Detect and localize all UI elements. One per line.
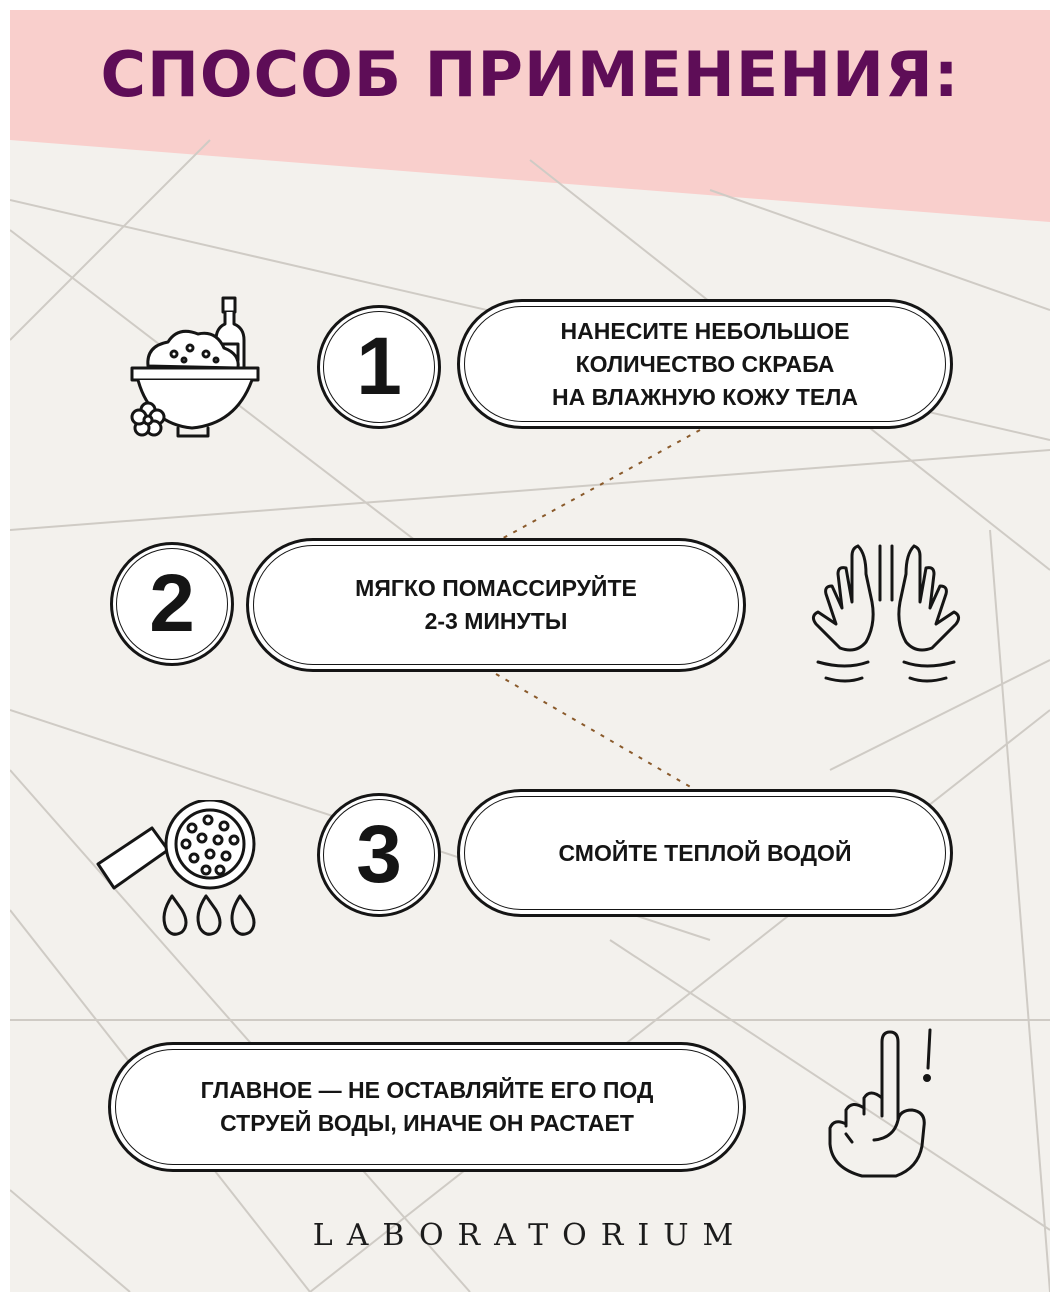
step-3-pill	[457, 789, 953, 917]
page-title: СПОСОБ ПРИМЕНЕНИЯ:	[100, 38, 960, 111]
step-text: НАНЕСИТЕ НЕБОЛЬШОЕ КОЛИЧЕСТВО СКРАБА НА ВЛАЖНУЮ КОЖУ ТЕЛА	[551, 317, 859, 410]
step-2-pill	[246, 538, 746, 672]
step-2-badge	[110, 542, 234, 666]
note-pill	[108, 1042, 746, 1172]
step-number: 1	[356, 321, 402, 412]
shower-head-icon	[96, 800, 266, 942]
step-text: МЯГКО ПОМАССИРУЙТЕ 2-3 МИНУТЫ	[355, 575, 637, 634]
scrub-bowl-icon	[128, 296, 268, 446]
hands-massage-icon	[806, 544, 966, 692]
step-text: СМОЙТЕ ТЕПЛОЙ ВОДОЙ	[558, 839, 852, 866]
raised-finger-icon	[822, 1028, 942, 1180]
step-1-pill	[457, 299, 953, 429]
brand-logo: LABORATORIUM	[312, 1218, 748, 1253]
step-number: 3	[356, 809, 402, 900]
step-1-badge	[317, 305, 441, 429]
step-3-badge	[317, 793, 441, 917]
instruction-card	[10, 10, 1050, 1292]
note-text: ГЛАВНОЕ — НЕ ОСТАВЛЯЙТЕ ЕГО ПОД СТРУЕЙ ВОДЫ, ИНАЧЕ ОН РАСТАЕТ	[200, 1077, 654, 1136]
step-number: 2	[149, 558, 195, 649]
